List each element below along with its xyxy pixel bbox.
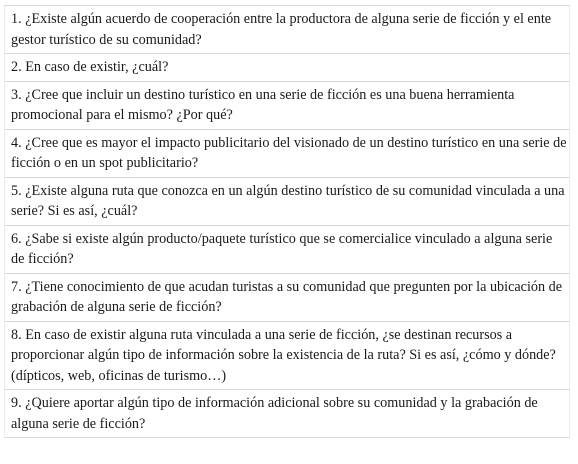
question-row-1: 1. ¿Existe algún acuerdo de cooperación entre la productora de alguna serie de ficción y el ente gestor turístico de su comunidad? bbox=[4, 6, 570, 54]
question-row-8: 8. En caso de existir alguna ruta vinculada a una serie de ficción, ¿se destinan recursos a proporcionar algún tipo de información sobre la existencia de la ruta? Si es así, ¿cómo y dónde? (dípticos, web, oficinas de turismo…) bbox=[4, 322, 570, 391]
question-row-4: 4. ¿Cree que es mayor el impacto publicitario del visionado de un destino turístico en una serie de ficción o en un spot publicitario? bbox=[4, 130, 570, 178]
question-row-3: 3. ¿Cree que incluir un destino turístico en una serie de ficción es una buena herramienta promocional para el mismo? ¿Por qué? bbox=[4, 82, 570, 130]
question-row-9: 9. ¿Quiere aportar algún tipo de información adicional sobre su comunidad y la grabación de alguna serie de ficción? bbox=[4, 390, 570, 438]
question-row-6: 6. ¿Sabe si existe algún producto/paquete turístico que se comercialice vinculado a alguna serie de ficción? bbox=[4, 226, 570, 274]
question-row-7: 7. ¿Tiene conocimiento de que acudan turistas a su comunidad que pregunten por la ubicación de grabación de alguna serie de ficción? bbox=[4, 274, 570, 322]
question-row-2: 2. En caso de existir, ¿cuál? bbox=[4, 54, 570, 82]
questionnaire-table bbox=[4, 5, 570, 438]
question-row-5: 5. ¿Existe alguna ruta que conozca en un algún destino turístico de su comunidad vinculada a una serie? Si es así, ¿cuál? bbox=[4, 178, 570, 226]
